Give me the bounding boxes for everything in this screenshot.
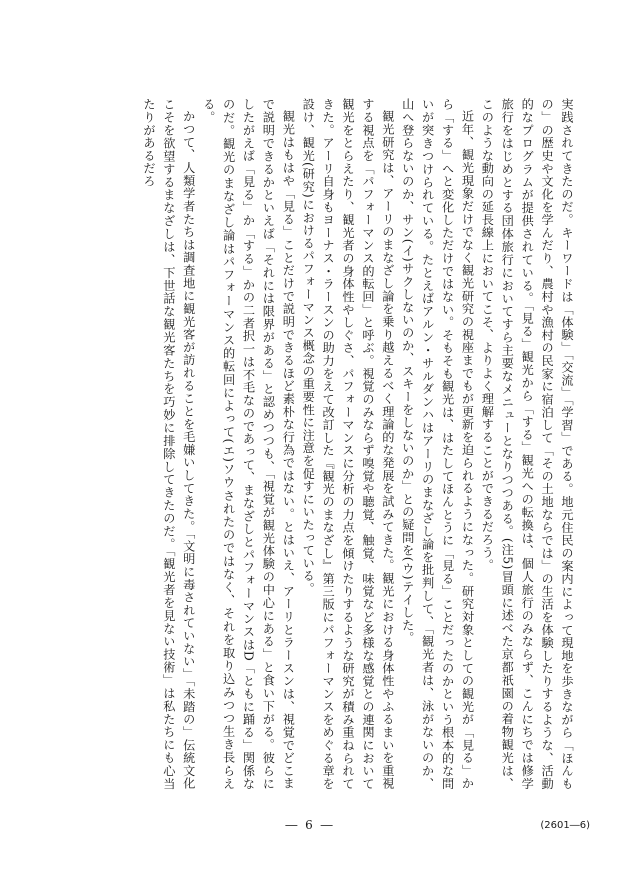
paragraph-4: 観光はもはや「見る」ことだけで説明できるほど素朴な行為ではない。とはいえ、アーリとラースンは、視覚でどこまで説明できるかといえば「それには限界がある」と認めつつも、「視覚が観光体験の中心にある」と食い下がる。彼らにしたがえば「見る」か「する」かの二者択一は不毛なのであって、まなざしとパフォーマンスはD「ともに踊る」関係なのだ。観光のまなざし論はパフォーマンス的転回によって(エ)ソウされたのではなく、それを取り込みつつ生き長らえる。 — [201, 98, 296, 790]
exam-code: (2601―6) — [540, 820, 590, 831]
paragraph-1: 実践されてきたのだ。キーワードは「体験」「交流」「学習」である。地元住民の案内によって現地を歩きながら「ほんもの」の歴史や文化を学んだり、農村や漁村の民家に宿泊して「その土地ならでは」の生活を体験したりするような、活動的なプログラムが提供されている。「見る」観光から「する」観光への転換は、個人旅行のみならず、こんにちでは修学旅行をはじめとする団体旅行においてすら主要なメニューとなりつつある。(注5)冒頭に述べた京都祇園の着物観光は、このような動向の延長線上においてこそ、よりよく理解することができるだろう。 — [480, 98, 574, 790]
paragraph-3: 観光研究は、アーリのまなざし論を乗り越えるべく理論的な発展を試みてきた。観光における身体性やふるまいを重視する視点を「パフォーマンス的転回」と呼ぶ。視覚のみならず嗅覚や聴覚、触覚、味覚など多様な感覚との連関において観光をとらえたり、観光者の身体性やしぐさ、パフォーマンスに分析の力点を傾けたりするような研究が積み重ねられてきた。アーリ自身もヨーナス・ラースンの助力をえて改訂した『観光のまなざし』第三版にパフォーマンスをめぐる章を設け、観光(研究)におけるパフォーマンス概念の重要性に注意を促すにいたっている。 — [301, 98, 395, 790]
paragraph-2: 近年、観光現象だけでなく観光研究の視座までもが更新を迫られるようになった。研究対象としての観光が「見る」から「する」へと変化しただけではない。そもそも観光は、はたしてほんとうに「見る」ことだったのかという根本的な問いが突きつけられている。たとえばアルン・サルダンハはアーリのまなざし論を批判して、「観光者は、泳がないのか、山へ登らないのか、サン(イ)サクしないのか、スキーをしないのか」との疑問を(ウ)テイした。 — [400, 98, 475, 790]
paragraph-5: かつて、人類学者たちは調査地に観光客が訪れることを毛嫌いしてきた。「文明に毒されていない」「未踏の」伝統文化こそを欲望するまなざしは、下世話な観光客たちを巧妙に排除してきたのだ。「観光者を見ない技術」は私たちにも心当たりがあるだろ — [141, 98, 196, 790]
body-text — [38, 98, 576, 790]
page-number: ― 6 ― — [285, 818, 335, 832]
